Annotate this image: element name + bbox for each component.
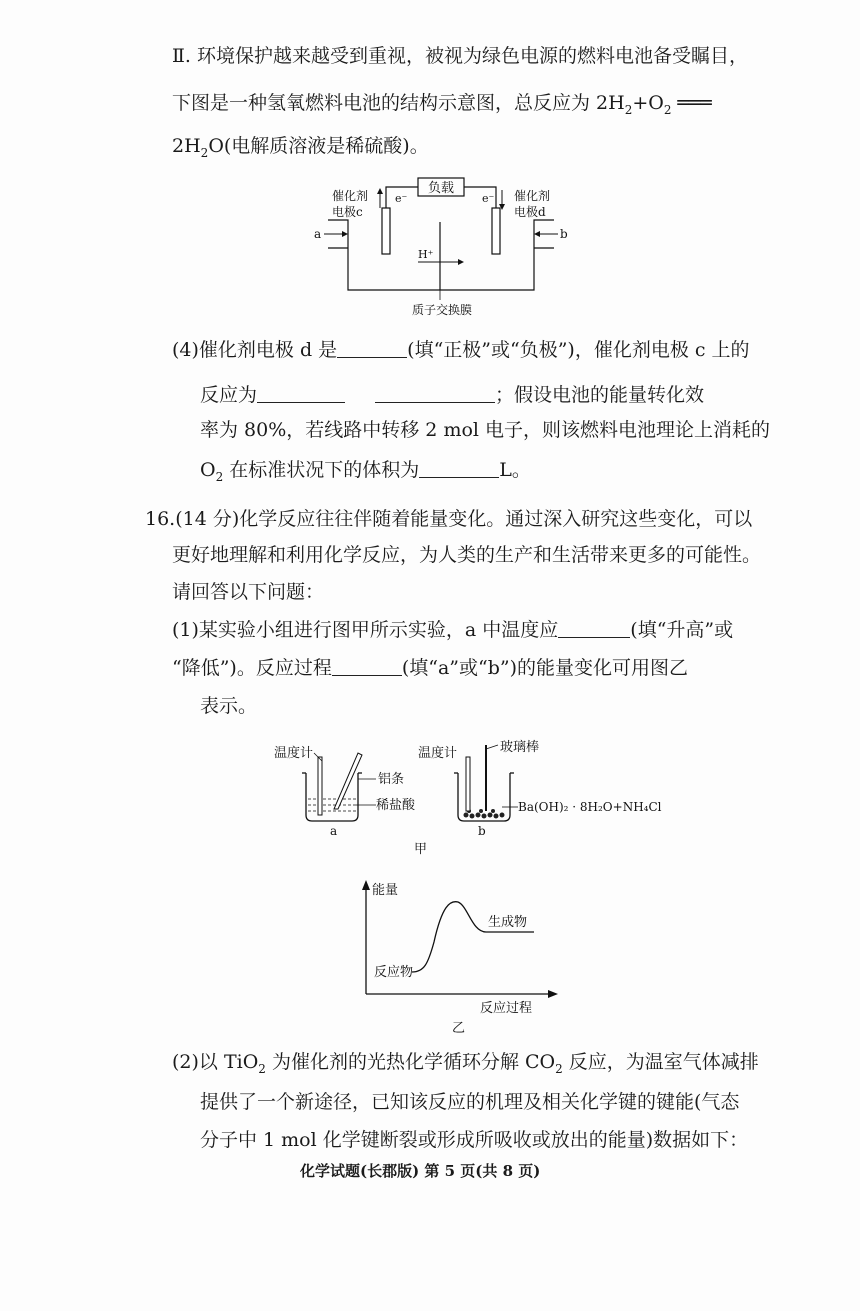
reactant-label: 反应物 <box>374 965 414 980</box>
aluminum-strip-label: 铝条 <box>378 772 405 787</box>
electrode-c-label-1: 催化剂 <box>332 189 369 203</box>
y-axis-label: 能量 <box>372 883 399 898</box>
q4-blank-1[interactable] <box>337 339 407 358</box>
electron-left-label: e⁻ <box>395 192 408 205</box>
q4-line4: $O_2$ 在标准状况下的体积为 L。 <box>200 459 531 484</box>
energy-curve <box>412 902 534 972</box>
section2-line1: Ⅱ. 环境保护越来越受到重视，被视为绿色电源的燃料电池备受瞩目， <box>172 45 748 67</box>
q16-1-line1: (1)某实验小组进行图甲所示实验，a 中温度应 (填“升高”或 <box>172 619 734 641</box>
page-footer: 化学试题(长郡版) 第 5 页(共 8 页) <box>300 1162 541 1180</box>
product-label: 生成物 <box>488 915 528 930</box>
q4-blank-3[interactable] <box>419 459 499 478</box>
section2-line2: 下图是一种氢氧燃料电池的结构示意图，总反应为 $2H_2+O_2$ ═══ <box>172 92 712 117</box>
q16-2-line2: 提供了一个新途径，已知该反应的机理及相关化学键的键能(气态 <box>200 1091 740 1113</box>
thermometer-a-label: 温度计 <box>274 746 314 761</box>
q4-line1: (4)催化剂电极 d 是 (填“正极”或“负极”)，催化剂电极 c 上的 <box>172 339 750 361</box>
q16-1-line2: “降低”)。反应过程 (填“a”或“b”)的能量变化可用图乙 <box>172 657 689 679</box>
proton-label: H⁺ <box>418 248 434 261</box>
figure-yi <box>342 876 562 1036</box>
figure-jia <box>272 735 662 857</box>
x-axis-label: 反应过程 <box>480 1001 533 1016</box>
q16-2-line1: (2)以 TiO$_2$ 为催化剂的光热化学循环分解 $CO_2$ 反应，为温室气体减排 <box>172 1051 759 1076</box>
section2-line3: $2H_2O$(电解质溶液是稀硫酸)。 <box>172 135 429 160</box>
thermometer-b <box>466 757 470 811</box>
q16-1-blank-1[interactable] <box>558 619 630 638</box>
q16-2-line3: 分子中 1 mol 化学键断裂或形成所吸收或放出的能量)数据如下： <box>200 1129 749 1151</box>
q16-line2: 更好地理解和利用化学反应，为人类的生产和生活带来更多的可能性。 <box>172 544 762 566</box>
beaker-a-label: a <box>330 824 338 838</box>
q16-line3: 请回答以下问题： <box>172 581 325 603</box>
q4-line2: 反应为 ；假设电池的能量转化效 <box>200 384 705 406</box>
thermometer-a <box>318 757 322 815</box>
electron-right-label: e⁻ <box>482 192 495 205</box>
q4-blank-2a[interactable] <box>257 384 345 403</box>
inlet-b-label: b <box>560 227 568 241</box>
inlet-a-label: a <box>314 227 322 241</box>
hcl-label: 稀盐酸 <box>376 798 416 813</box>
q16-1-blank-2[interactable] <box>332 657 402 676</box>
membrane-label: 质子交换膜 <box>412 303 473 317</box>
glass-rod-label: 玻璃棒 <box>500 740 540 755</box>
load-label: 负载 <box>427 181 455 196</box>
beaker-b-label: b <box>478 824 486 838</box>
q16-1-line3: 表示。 <box>200 695 258 717</box>
figure-jia-caption: 甲 <box>414 842 428 857</box>
electrode-d-label-2: 电极d <box>514 205 546 219</box>
electrode-d <box>492 208 500 254</box>
electrode-d-label-1: 催化剂 <box>514 189 551 203</box>
q4-line3: 率为 80%，若线路中转移 2 mol 电子，则该燃料电池理论上消耗的 <box>200 419 771 441</box>
q16-line1: 16.(14 分)化学反应往往伴随着能量变化。通过深入研究这些变化，可以 <box>145 508 753 530</box>
figure-yi-caption: 乙 <box>452 1021 466 1036</box>
electrode-c <box>382 208 390 254</box>
electrode-c-label-2: 电极c <box>332 205 363 219</box>
fuel-cell-diagram <box>310 172 570 322</box>
thermometer-b-label: 温度计 <box>418 746 458 761</box>
q4-blank-2b[interactable] <box>375 384 495 403</box>
reagent-label: Ba(OH)₂ · 8H₂O+NH₄Cl <box>518 800 662 814</box>
